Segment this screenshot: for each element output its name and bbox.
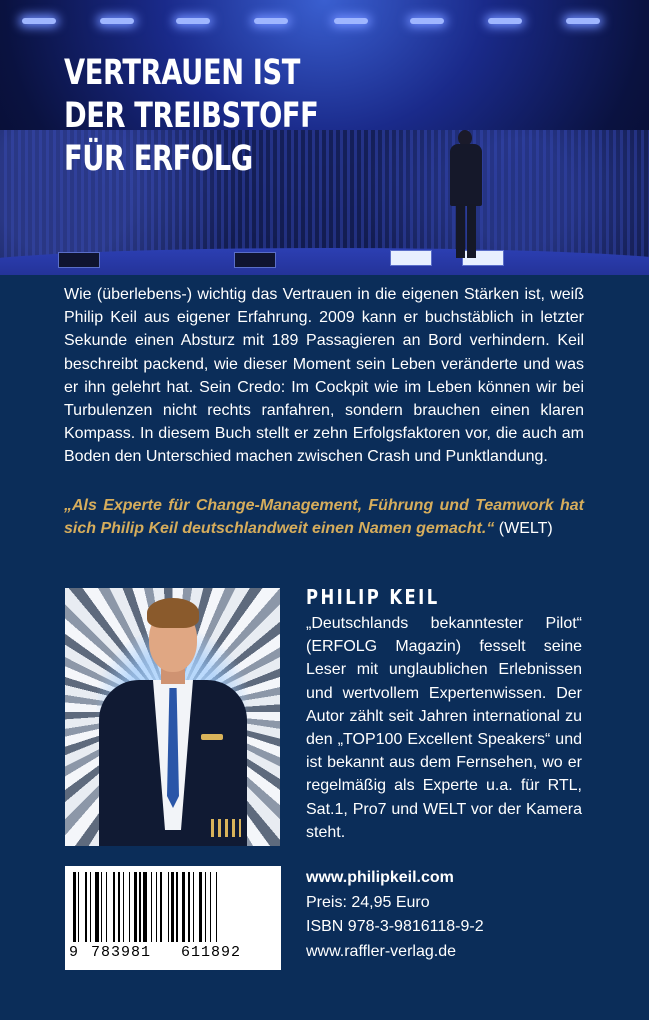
- stage-lights: [0, 18, 649, 34]
- author-bio: „Deutschlands bekanntester Pilot“ (ERFOLG Magazin) fesselt seine Leser mit unglaublichen Erlebnissen und wertvollem Expertenwissen. Der Autor zählt seit Jahren international zu den „TOP100 Excellent Speakers“ und ist bekannt aus dem Fernsehen, wo er regelmäßig als Experte u.a. für RTL, Sat.1, Pro7 und WELT vor der Kamera steht.: [306, 615, 582, 841]
- headline: [64, 52, 318, 181]
- headline-line-3: FÜR ERFOLG: [64, 139, 253, 179]
- headline-line-1: VERTRAUEN IST: [64, 53, 301, 93]
- quote-source: (WELT): [498, 519, 553, 537]
- pilot-wings-badge: [201, 734, 223, 740]
- isbn-barcode: [65, 866, 281, 970]
- barcode-digits: [69, 944, 277, 966]
- captain-stripes: [209, 819, 241, 837]
- pilot-figure: [89, 594, 257, 846]
- barcode-bars: [73, 872, 273, 942]
- speaker-silhouette: [448, 130, 484, 258]
- author-website[interactable]: www.philipkeil.com: [306, 869, 454, 886]
- barcode-left-group: 783981: [91, 944, 152, 961]
- publisher-website[interactable]: www.raffler-verlag.de: [306, 942, 456, 960]
- barcode-lead-digit: 9: [69, 944, 79, 961]
- author-portrait: [65, 588, 280, 846]
- quote-text: „Als Experte für Change-Management, Führung und Teamwork hat sich Philip Keil deutschlandweit einen Namen gemacht.“: [64, 497, 584, 537]
- book-info: [306, 866, 586, 964]
- barcode-right-group: 611892: [181, 944, 242, 961]
- price: Preis: 24,95 Euro: [306, 893, 430, 911]
- press-quote: [64, 495, 584, 540]
- book-blurb: Wie (überlebens-) wichtig das Vertrauen in die eigenen Stärken ist, weiß Philip Keil aus eigener Erfahrung. 2009 kann er buchstäblich in letzter Sekunde einen Absturz mit 189 Passagieren an Bord verhindern. Keil beschreibt packend, wie dieser Moment sein Leben veränderte und was er ihn gelehrt hat. Sein Credo: Im Cockpit wie im Leben können wir bei Turbulenzen nicht rechts ranfahren, sondern brauchen einen klaren Kompass. In diesem Buch stellt er zehn Erfolgsfaktoren vor, die auch am Boden den Unterschied machen zwischen Crash und Punktlandung.: [64, 286, 584, 466]
- isbn: ISBN 978-3-9816118-9-2: [306, 918, 484, 935]
- author-name: PHILIP KEIL: [306, 585, 440, 609]
- headline-line-2: DER TREIBSTOFF: [64, 96, 319, 136]
